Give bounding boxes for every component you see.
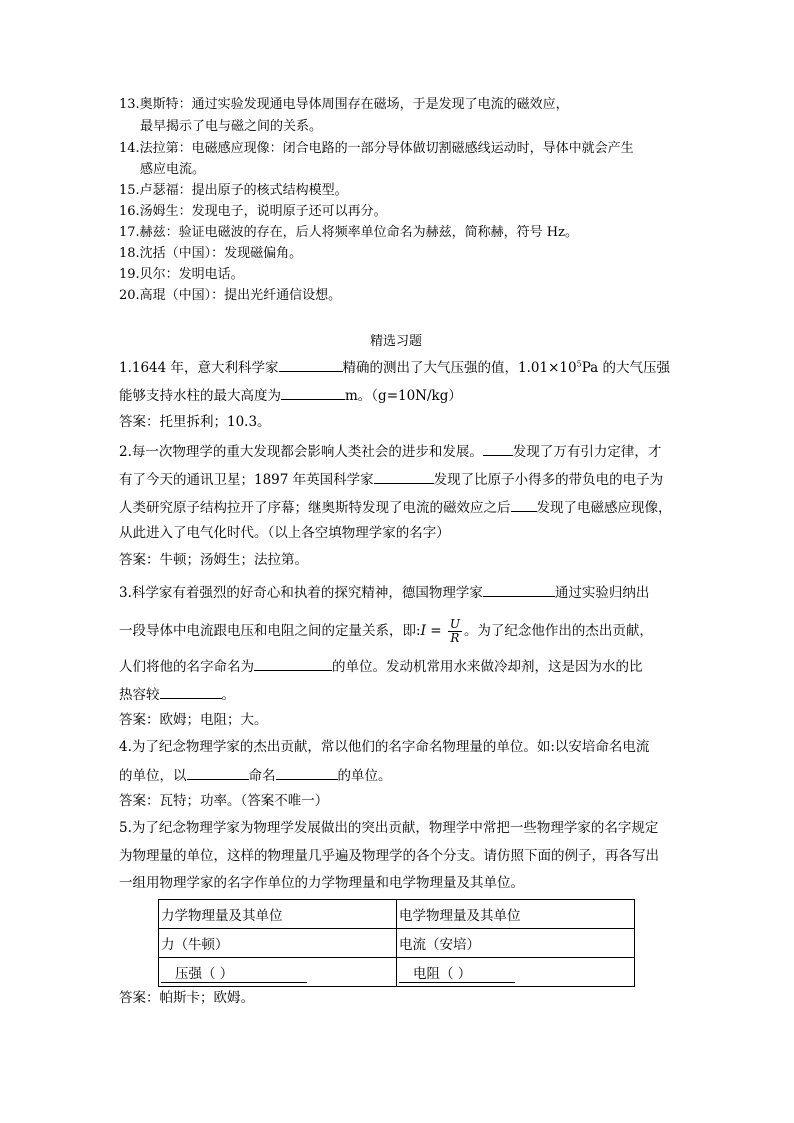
history-item-13: 13.奥斯特：通过实验发现通电导体周围存在磁场，于是发现了电流的磁效应， xyxy=(119,97,569,112)
question-4-line-2: 的单位，以 命名 的单位。 xyxy=(119,765,392,785)
table-cell-resistance: 电阻（ ） xyxy=(397,958,635,987)
answer-blank xyxy=(160,684,222,699)
ohms-law-fraction: $\frac{U}{R}$ xyxy=(449,617,460,645)
question-2-line-3: 人类研究原子结构拉开了序幕；继奥斯特发现了电流的磁效应之后 发现了电磁感应现像， xyxy=(119,497,672,517)
history-item-19: 19.贝尔：发明电话。 xyxy=(119,267,244,282)
history-item-16: 16.汤姆生：发现电子，说明原子还可以再分。 xyxy=(119,204,387,219)
answer-blank xyxy=(483,441,513,456)
history-item-13-cont: 最早揭示了电与磁之间的关系。 xyxy=(140,119,323,134)
question-1-line-2: 能够支持水柱的最大高度为 m。（g=10N/kg） xyxy=(119,385,462,405)
answer-blank xyxy=(279,357,343,372)
question-5-line-1: 5.为了纪念物理学家为物理学发展做出的突出贡献，物理学中常把一些物理学家的名字规定 xyxy=(119,820,659,836)
question-5-answer: 答案：帕斯卡；欧姆。 xyxy=(119,990,254,1006)
table-header-mechanics: 力学物理量及其单位 xyxy=(159,900,397,929)
question-5-line-3: 一组用物理学家的名字作单位的力学物理量和电学物理量及其单位。 xyxy=(119,875,524,891)
answer-blank xyxy=(187,765,249,780)
answer-blank xyxy=(483,582,555,597)
question-4-line-1: 4.为了纪念物理学家的杰出贡献，常以他们的名字命名物理量的单位。如:以安培命名电流 xyxy=(119,739,650,755)
question-5-line-2: 为物理量的单位，这样的物理量几乎遍及物理学的各个分支。请仿照下面的例子，再各写出 xyxy=(119,848,659,864)
question-4-answer: 答案：瓦特；功率。（答案不唯一） xyxy=(119,793,329,809)
history-item-14-cont: 感应电流。 xyxy=(140,162,206,177)
question-2-line-4: 从此进入了电气化时代。（以上各空填物理学家的名字） xyxy=(119,525,450,541)
section-title: 精选习题 xyxy=(370,334,423,349)
table-row xyxy=(159,929,635,958)
question-1-line-1: 1.1644 年，意大利科学家 精确的测出了大气压强的值，$1.01\times 10^5Pa$ 的大气压强 xyxy=(119,357,670,377)
answer-blank xyxy=(281,385,345,400)
table-cell-pressure: 压强（ ） xyxy=(159,958,397,987)
formula-lhs: I xyxy=(420,623,426,639)
table-row xyxy=(159,958,635,987)
question-1-answer: 答案：托里拆利；10.3。 xyxy=(119,414,271,430)
question-2-line-2: 有了今天的通讯卫星；1897 年英国科学家 发现了比原子小得多的带负电的电子为 xyxy=(119,469,663,489)
history-item-18: 18.沈括（中国）：发现磁偏角。 xyxy=(119,246,303,261)
question-3-answer: 答案：欧姆；电阻；大。 xyxy=(119,712,268,728)
answer-blank xyxy=(276,765,338,780)
question-3-line-4: 热容较 。 xyxy=(119,684,235,704)
question-3-line-3: 人们将他的名字命名为 的单位。发动机常用水来做冷却剂，这是因为水的比 xyxy=(119,656,643,676)
question-2-line-1: 2.每一次物理学的重大发现都会影响人类社会的进步和发展。 发现了万有引力定律，才 xyxy=(119,441,661,461)
answer-blank xyxy=(374,469,434,484)
history-item-15: 15.卢瑟福：提出原子的核式结构模型。 xyxy=(119,183,348,198)
units-table xyxy=(158,899,635,987)
table-row xyxy=(159,900,635,929)
history-item-14: 14.法拉第：电磁感应现像：闭合电路的一部分导体做切割磁感线运动时，导体中就会产生 xyxy=(119,141,634,156)
table-header-electricity: 电学物理量及其单位 xyxy=(397,900,635,929)
question-3-line-2: 一段导体中电流跟电压和电阻之间的定量关系，即:I = $\frac{U}{R}$ 。为了纪念他作出的杰出贡献， xyxy=(119,617,653,645)
question-2-answer: 答案：牛顿；汤姆生；法拉第。 xyxy=(119,552,308,568)
answer-blank xyxy=(254,656,332,671)
answer-blank xyxy=(511,497,537,512)
table-cell-force: 力（牛顿） xyxy=(159,929,397,958)
table-cell-current: 电流（安培） xyxy=(397,929,635,958)
question-3-line-1: 3.科学家有着强烈的好奇心和执着的探究精神，德国物理学家 通过实验归纳出 xyxy=(119,582,649,602)
history-item-17: 17.赫兹：验证电磁波的存在，后人将频率单位命名为赫兹，简称赫，符号 Hz。 xyxy=(119,225,578,240)
history-item-20: 20.高琨（中国）：提出光纤通信设想。 xyxy=(119,288,342,303)
